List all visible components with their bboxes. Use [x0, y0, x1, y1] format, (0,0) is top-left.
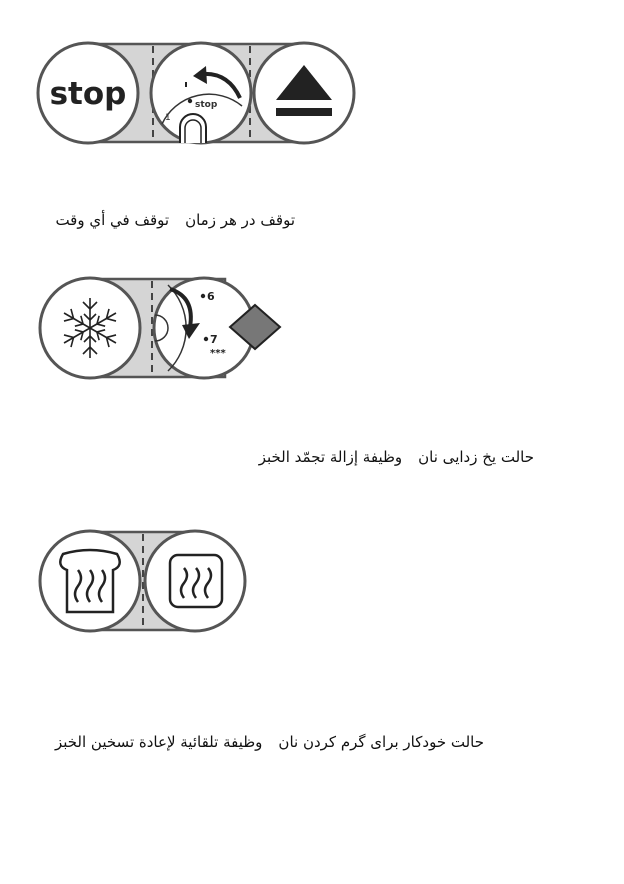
dial-label-7: 7 [210, 333, 218, 346]
dial-label-stop: stop [195, 100, 218, 110]
stop-caption-arabic: توقف في أي وقت [55, 211, 170, 229]
stop-label: stop [49, 76, 127, 112]
stop-caption-persian: توقف در هر زمان [185, 211, 295, 229]
reheat-caption [55, 733, 484, 751]
defrost-caption-arabic: وظيفة إزالة تجمّد الخبز [258, 448, 403, 466]
dial-label-stars: *** [210, 348, 226, 359]
dial-label-1: 1 [165, 113, 171, 123]
defrost-caption-persian: حالت یخ زدایی نان [418, 448, 534, 466]
defrost-panel [30, 275, 290, 385]
dial-label-6: 6 [207, 290, 215, 303]
stop-panel [30, 40, 360, 146]
stop-caption [55, 211, 295, 229]
reheat-caption-persian: حالت خودکار برای گرم کردن نان [278, 733, 484, 751]
reheat-caption-arabic: وظيفة تلقائية لإعادة تسخين الخبز [54, 733, 263, 751]
defrost-caption [259, 448, 534, 466]
reheat-panel [30, 528, 255, 638]
